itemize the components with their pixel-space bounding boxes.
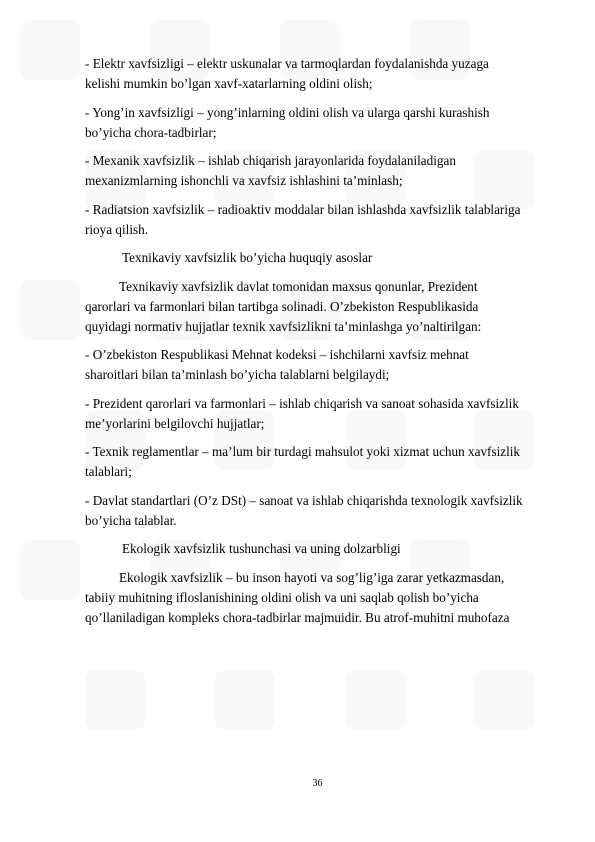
text-line: - Radiatsion xavfsizlik – radioaktiv moddalar bilan ishlashda xavfsizlik talablariga: [85, 201, 521, 217]
text-line: talablari;: [85, 464, 132, 479]
text-line: mexanizmlarning ishonchli va xavfsiz ishlashini ta’minlash;: [85, 173, 403, 188]
list-item-presidential-decrees: [85, 394, 549, 434]
text-line: me’yorlarini belgilovchi hujjatlar;: [85, 415, 265, 431]
list-item-technical-regulations: [85, 442, 549, 482]
section-heading-ecological-safety: Ekologik xavfsizlik tushunchasi va uning dolzarbligi: [122, 541, 401, 556]
list-item-state-standards: [85, 491, 549, 531]
text-line: qo’llaniladigan kompleks chora-tadbirlar majmuidir. Bu atrof-muhitni muhofaza: [85, 609, 510, 625]
text-line: - Davlat standartlari (O’z DSt) – sanoat va ishlab chiqarishda texnologik xavfsizlik: [85, 492, 523, 508]
text-line: - Texnik reglamentlar – ma’lum bir turdagi mahsulot yoki xizmat uchun xavfsizlik: [85, 444, 521, 459]
section-heading-legal-basis: Texnikaviy xavfsizlik bo’yicha huquqiy asoslar: [122, 250, 373, 265]
text-line: - Yong’in xavfsizligi – yong’inlarning oldini olish va ularga qarshi kurashish: [85, 104, 490, 120]
page-number: 36: [312, 778, 323, 789]
text-line: - Mexanik xavfsizlik – ishlab chiqarish jarayonlarida foydalaniladigan: [85, 153, 456, 168]
text-line: kelishi mumkin bo’lgan xavf-xatarlarning oldini olish;: [85, 76, 373, 91]
text-line: bo’yicha talablar.: [85, 512, 177, 528]
document-body: [85, 54, 549, 636]
text-line: qarorlari va farmonlari bilan tartibga solinadi. O’zbekiston Respublikasida: [85, 298, 479, 314]
list-item-labor-code: [85, 345, 549, 385]
list-item-fire-safety: [85, 103, 549, 143]
list-item-mechanical-safety: [85, 151, 549, 191]
section-intro-legal-basis: [85, 277, 549, 337]
text-line: - Elektr xavfsizligi – elektr uskunalar va tarmoqlardan foydalanishda yuzaga: [85, 56, 489, 71]
text-line: - Prezident qarorlari va farmonlari – ishlab chiqarish va sanoat sohasida xavfsizlik: [85, 395, 519, 411]
text-line: Texnikaviy xavfsizlik davlat tomonidan maxsus qonunlar, Prezident: [119, 278, 478, 294]
text-line: tabiiy muhitning ifloslanishining oldini olish va uni saqlab qolish bo’yicha: [85, 589, 479, 605]
text-line: rioya qilish.: [85, 221, 149, 237]
text-line: Ekologik xavfsizlik – bu inson hayoti va sog’lig’iga zarar yetkazmasdan,: [119, 569, 505, 585]
list-item-electrical-safety: [85, 54, 549, 94]
list-item-radiation-safety: [85, 200, 549, 240]
text-line: quyidagi normativ hujjatlar texnik xavfsizlikni ta’minlashga yo’naltirilgan:: [85, 318, 482, 334]
text-line: bo’yicha chora-tadbirlar;: [85, 124, 217, 140]
text-line: - O’zbekiston Respublikasi Mehnat kodeksi – ishchilarni xavfsiz mehnat: [85, 347, 469, 362]
text-line: sharoitlari bilan ta’minlash bo’yicha talablarni belgilaydi;: [85, 367, 390, 382]
section-intro-ecological-safety: [85, 568, 549, 628]
